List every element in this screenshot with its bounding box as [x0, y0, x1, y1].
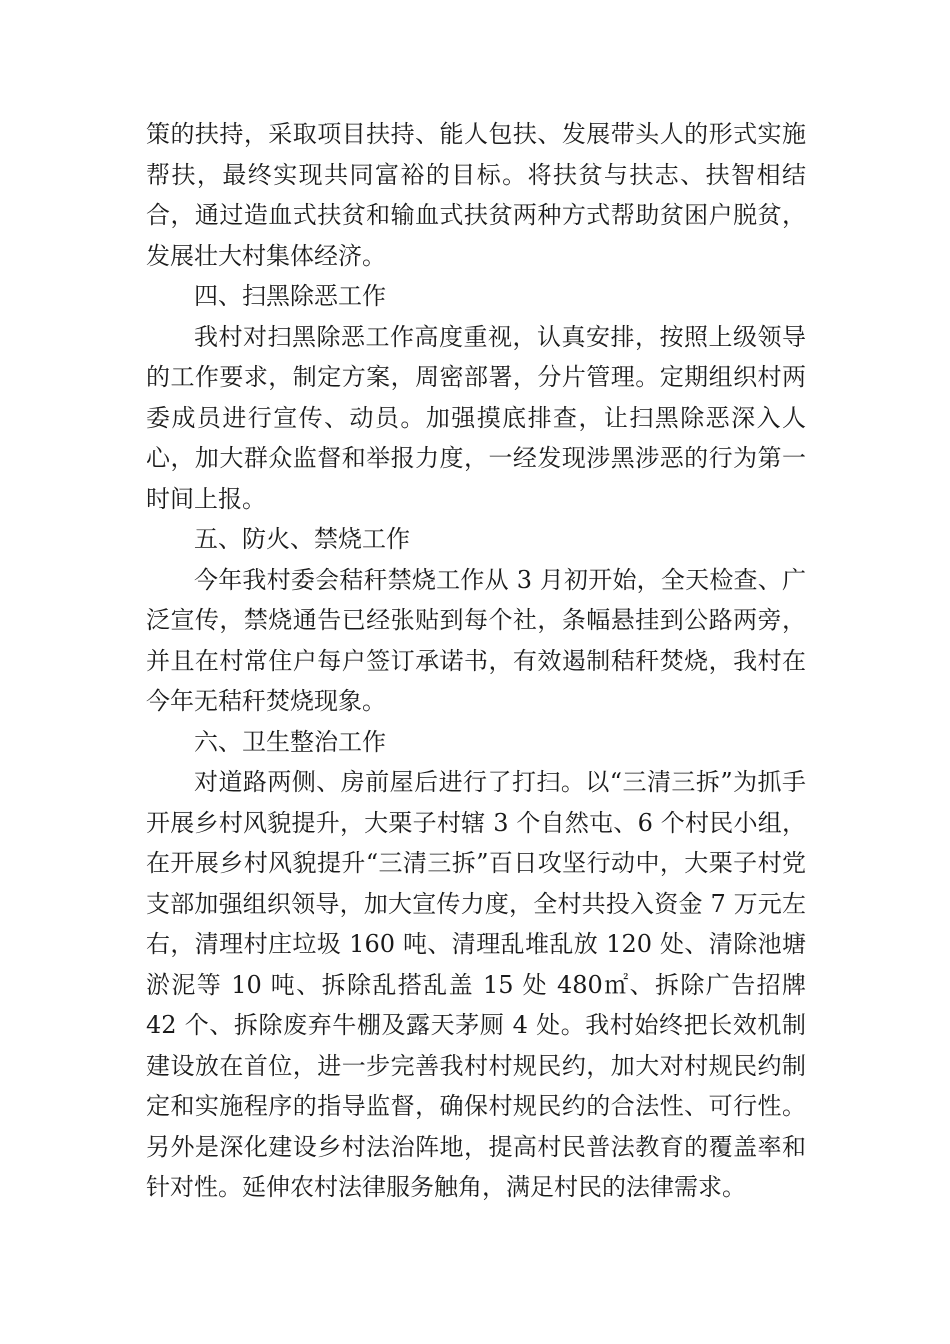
- document-body: [146, 114, 806, 1208]
- paragraph-fire-prevention: 今年我村委会秸秆禁烧工作从 3 月初开始，全天检查、广泛宣传，禁烧通告已经张贴到每个社，条幅悬挂到公路两旁，并且在村常住户每户签订承诺书，有效遏制秸秆焚烧，我村在今年无秸秆焚烧现象。: [146, 565, 806, 715]
- section-heading-fire-prevention: 五、防火、禁烧工作: [194, 525, 410, 553]
- section-heading-anti-crime: 四、扫黑除恶工作: [194, 282, 386, 310]
- paragraph-poverty-alleviation-continuation: 策的扶持，采取项目扶持、能人包扶、发展带头人的形式实施帮扶，最终实现共同富裕的目标。将扶贫与扶志、扶智相结合，通过造血式扶贫和输血式扶贫两种方式帮助贫困户脱贫，发展壮大村集体经济。: [146, 120, 806, 270]
- paragraph-sanitation: 对道路两侧、房前屋后进行了打扫。以“三清三拆”为抓手开展乡村风貌提升，大栗子村辖 3 个自然屯、6 个村民小组，在开展乡村风貌提升“三清三拆”百日攻坚行动中，大栗子村党支部加强组织领导，加大宣传力度，全村共投入资金 7 万元左右，清理村庄垃圾 160 吨、清理乱堆乱放 120 处、清除池塘淤泥等 10 吨、拆除乱搭乱盖 15 处 480㎡、拆除广告招牌 42 个、拆除废弃牛棚及露天茅厕 4 处。我村始终把长效机制建设放在首位，进一步完善我村村规民约，加大对村规民约制定和实施程序的指导监督，确保村规民约的合法性、可行性。另外是深化建设乡村法治阵地，提高村民普法教育的覆盖率和针对性。延伸农村法律服务触角，满足村民的法律需求。: [146, 768, 806, 1201]
- section-heading-sanitation: 六、卫生整治工作: [194, 727, 386, 756]
- paragraph-anti-crime: 我村对扫黑除恶工作高度重视，认真安排，按照上级领导的工作要求，制定方案，周密部署，分片管理。定期组织村两委成员进行宣传、动员。加强摸底排查，让扫黑除恶深入人心，加大群众监督和举报力度，一经发现涉黑涉恶的行为第一时间上报。: [146, 322, 806, 513]
